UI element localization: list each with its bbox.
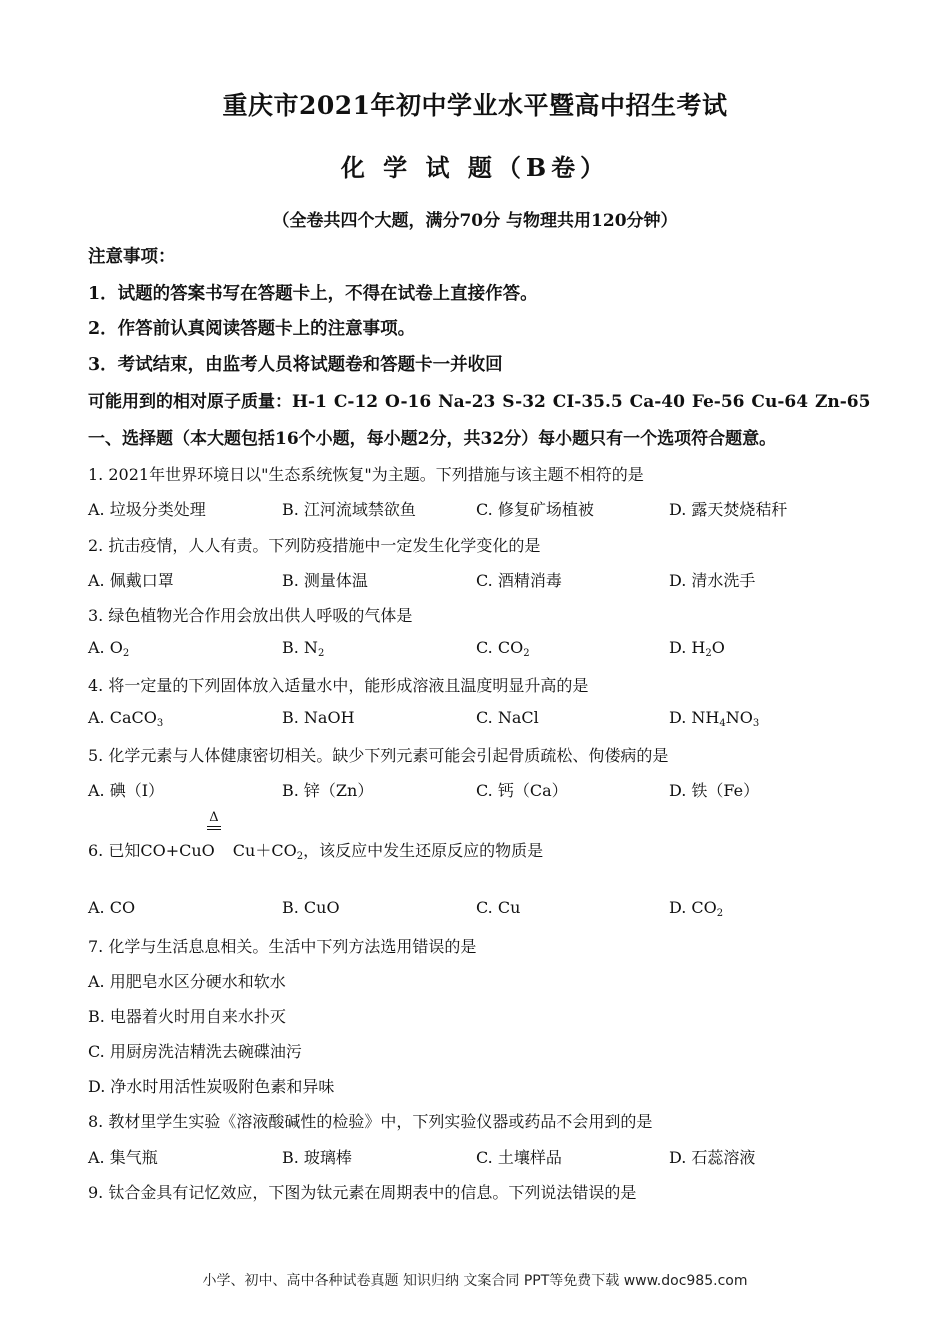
notice-item-2: 2．作答前认真阅读答题卡上的注意事项。 — [88, 319, 416, 339]
page-footer: 小学、初中、高中各种试卷真题 知识归纳 文案合同 PPT等免费下载 www.doc985.com — [202, 1273, 748, 1289]
question-6-stem: 6. 已知CO+CuO $Cu+CO_2$，该反应中发生还原反应的物质是 — [88, 841, 544, 862]
q7-option-d: D. 净水时用活性炭吸附色素和异味 — [88, 1077, 335, 1096]
q1-option-b: B. 江河流域禁欲鱼 — [282, 500, 416, 519]
question-1-stem: 1. 2021年世界环境日以"生态系统恢复"为主题。下列措施与该主题不相符的是 — [88, 465, 644, 484]
q3-option-d: D. $H_2O$ — [669, 638, 725, 659]
q1-option-a: A. 垃圾分类处理 — [88, 500, 206, 519]
question-9-stem: 9. 钛合金具有记忆效应，下图为钛元素在周期表中的信息。下列说法错误的是 — [88, 1183, 637, 1202]
notice-item-3: 3．考试结束，由监考人员将试题卷和答题卡一并收回 — [88, 355, 503, 375]
question-2-stem: 2. 抗击疫情，人人有责。下列防疫措施中一定发生化学变化的是 — [88, 536, 541, 555]
q8-option-b: B. 玻璃棒 — [282, 1148, 352, 1167]
q4-option-c: C. NaCl — [476, 708, 539, 727]
q3-option-a: A. $O_2$ — [88, 638, 130, 659]
q3-option-c: C. $CO_2$ — [476, 638, 530, 659]
question-7-stem: 7. 化学与生活息息相关。生活中下列方法选用错误的是 — [88, 937, 477, 956]
exam-title: 重庆市2021年初中学业水平暨高中招生考试 — [222, 91, 728, 120]
q5-option-d: D. 铁（Fe） — [669, 781, 760, 800]
q2-option-c: C. 酒精消毒 — [476, 571, 562, 590]
question-3-stem: 3. 绿色植物光合作用会放出供人呼吸的气体是 — [88, 606, 413, 625]
question-8-stem: 8. 教材里学生实验《溶液酸碱性的检验》中，下列实验仪器或药品不会用到的是 — [88, 1112, 653, 1131]
q2-option-a: A. 佩戴口罩 — [88, 571, 174, 590]
q7-option-a: A. 用肥皂水区分硬水和软水 — [88, 972, 286, 991]
q5-option-a: A. 碘（I） — [88, 781, 165, 800]
q5-option-b: B. 锌（Zn） — [282, 781, 374, 800]
q1-option-c: C. 修复矿场植被 — [476, 500, 594, 519]
question-5-stem: 5. 化学元素与人体健康密切相关。缺少下列元素可能会引起骨质疏松、佝偻病的是 — [88, 746, 669, 765]
atomic-mass-line: 可能用到的相对原子质量：H-1 C-12 O-16 Na-23 S-32 CI-35.5 Ca-40 Fe-56 Cu-64 Zn-65 — [88, 392, 871, 412]
q2-option-b: B. 测量体温 — [282, 571, 368, 590]
notice-item-1: 1．试题的答案书写在答题卡上，不得在试卷上直接作答。 — [88, 284, 538, 304]
q7-option-b: B. 电器着火时用自来水扑灭 — [88, 1007, 286, 1026]
q3-option-b: B. $N_2$ — [282, 638, 325, 659]
q4-option-a: A. CaCO$_3$ — [88, 708, 164, 729]
q4-option-d: D. $NH_4NO_3$ — [669, 708, 760, 729]
q6-option-a: A. CO — [88, 898, 136, 917]
q8-option-c: C. 土壤样品 — [476, 1148, 562, 1167]
q6-option-d: D. $CO_2$ — [669, 898, 724, 919]
exam-note: （全卷共四个大题，满分70分 与物理共用120分钟） — [272, 211, 678, 231]
q4-option-b: B. NaOH — [282, 708, 355, 727]
q7-option-c: C. 用厨房洗洁精洗去碗碟油污 — [88, 1042, 302, 1061]
q5-option-c: C. 钙（Ca） — [476, 781, 568, 800]
question-4-stem: 4. 将一定量的下列固体放入适量水中，能形成溶液且温度明显升高的是 — [88, 676, 589, 695]
q6-option-c: C. Cu — [476, 898, 521, 917]
heat-condition-mark: Δ — [204, 812, 224, 830]
section-heading: 一、选择题（本大题包括16个小题，每小题2分，共32分）每小题只有一个选项符合题意。 — [88, 429, 777, 449]
q8-option-a: A. 集气瓶 — [88, 1148, 158, 1167]
notices-heading: 注意事项： — [88, 247, 176, 267]
q1-option-d: D. 露天焚烧秸秆 — [669, 500, 788, 519]
exam-subtitle: 化 学 试 题（B卷） — [340, 153, 610, 182]
q2-option-d: D. 清水洗手 — [669, 571, 756, 590]
q6-option-b: B. CuO — [282, 898, 340, 917]
q8-option-d: D. 石蕊溶液 — [669, 1148, 756, 1167]
